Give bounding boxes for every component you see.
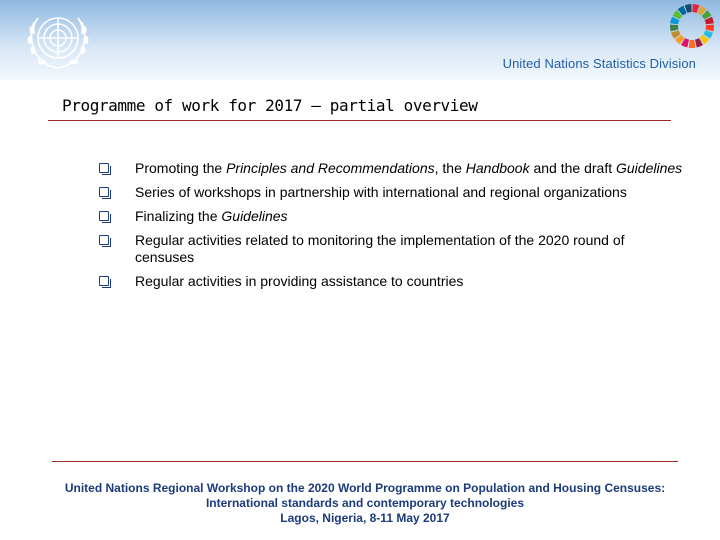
bullet-item [96,273,686,290]
sdg-wheel-segment [689,40,696,48]
division-name: United Nations Statistics Division [502,56,696,71]
slide-title: Programme of work for 2017 – partial overview [62,96,478,115]
checkbox-bullet-icon [99,211,109,221]
bullet-list [96,160,686,297]
bullet-item [96,232,686,266]
footer-line-2: International standards and contemporary technologies [205,496,525,510]
footer [40,481,690,526]
bullet-item [96,184,686,201]
title-divider [48,120,671,121]
sdg-wheel-segment [670,25,678,32]
bullet-text-5: Regular activities in providing assistance to countries [135,273,464,289]
footer-divider [52,461,678,462]
bullet-item [96,208,686,225]
header-band [0,0,720,80]
bullet-text-3: Finalizing the Guidelines [135,208,288,224]
footer-line-3: Lagos, Nigeria, 8-11 May 2017 [280,511,450,525]
bullet-text-4: Regular activities related to monitoring the implementation of the 2020 round of censuses [135,232,625,265]
bullet-text-2: Series of workshops in partnership with international and regional organizations [135,184,627,200]
sdg-wheel-segment [706,25,714,32]
sdg-color-wheel-icon [668,2,716,50]
footer-line-1: United Nations Regional Workshop on the 2020 World Programme on Population and Housing Censuses: [64,481,666,495]
checkbox-bullet-icon [99,163,109,173]
bullet-item [96,160,686,177]
checkbox-bullet-icon [99,187,109,197]
checkbox-bullet-icon [99,276,109,286]
checkbox-bullet-icon [99,235,109,245]
un-emblem-icon [22,8,94,74]
bullet-text-1: Promoting the Principles and Recommendations, the Handbook and the draft Guidelines [135,160,683,176]
